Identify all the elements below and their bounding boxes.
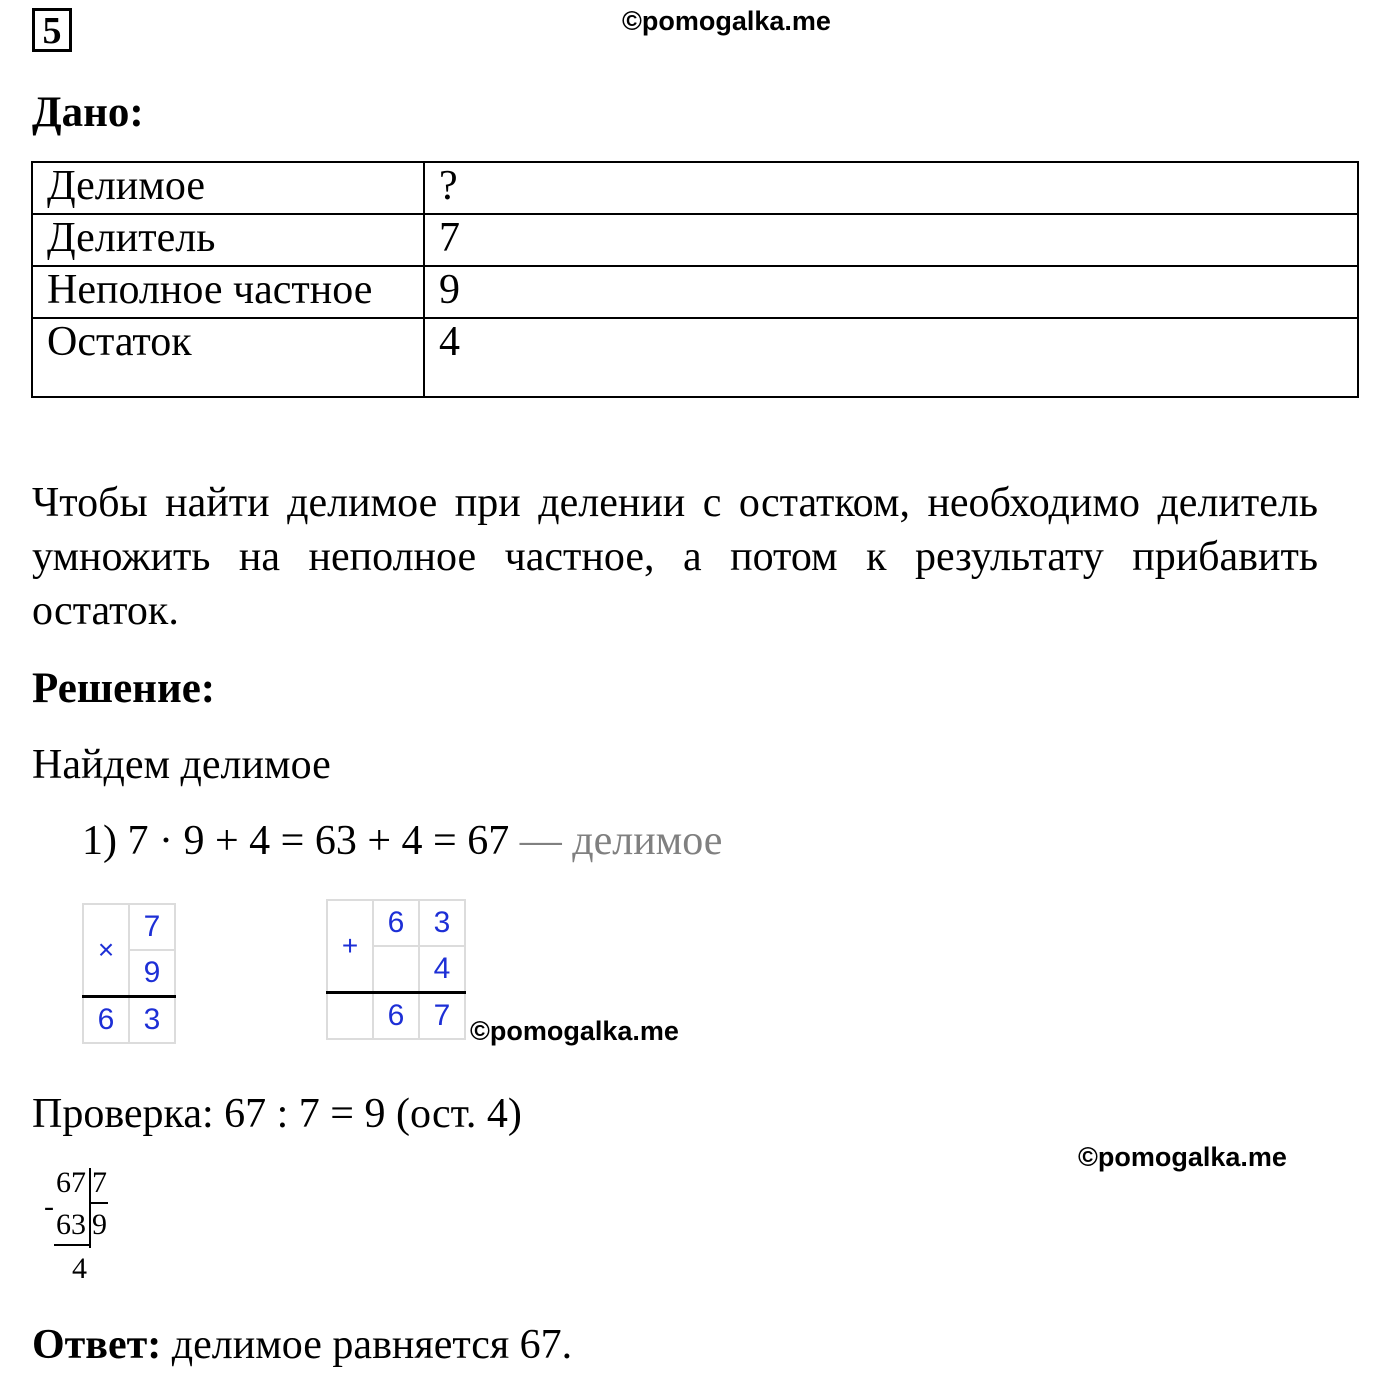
rule-paragraph: Чтобы найти делимое при делении с остатком, необходимо делитель умножить на неполное частное, а потом к результату прибавить остаток. bbox=[32, 480, 1318, 634]
given-table bbox=[31, 161, 1359, 398]
table-row bbox=[32, 214, 1358, 266]
step-note: — делимое bbox=[519, 818, 723, 864]
grid-digit: 6 bbox=[83, 997, 129, 1044]
given-value: ? bbox=[424, 162, 1358, 214]
grid-digit bbox=[327, 993, 373, 1040]
task-number: 5 bbox=[32, 8, 72, 52]
long-division bbox=[42, 1166, 122, 1286]
ld-remainder: 4 bbox=[72, 1252, 87, 1285]
watermark-top: ©pomogalka.me bbox=[622, 6, 831, 36]
table-row bbox=[32, 162, 1358, 214]
ld-vertical-bar bbox=[89, 1168, 91, 1248]
grid-result-row bbox=[83, 997, 175, 1044]
answer-label: Ответ: bbox=[32, 1322, 162, 1368]
ld-divisor-line bbox=[90, 1202, 108, 1204]
ld-divisor: 7 bbox=[92, 1166, 107, 1199]
solution-step-1 bbox=[82, 814, 722, 868]
multiplication-grid bbox=[82, 903, 176, 1044]
grid-digit: 3 bbox=[129, 997, 175, 1044]
grid-result-row bbox=[327, 993, 465, 1040]
given-value: 9 bbox=[424, 266, 1358, 318]
given-value: 4 bbox=[424, 318, 1358, 397]
grid-digit: 9 bbox=[129, 950, 175, 997]
grid-digit: 6 bbox=[373, 993, 419, 1040]
grid-digit: 7 bbox=[129, 904, 175, 950]
given-label: Делимое bbox=[32, 162, 424, 214]
multiply-operator: × bbox=[83, 904, 129, 997]
grid-digit: 6 bbox=[373, 900, 419, 946]
answer-text: делимое равняется 67. bbox=[161, 1322, 573, 1368]
grid-digit: 3 bbox=[419, 900, 465, 946]
answer-line bbox=[32, 1318, 572, 1372]
grid-digit bbox=[373, 946, 419, 993]
ld-dividend: 67 bbox=[56, 1166, 86, 1199]
grid-row bbox=[327, 900, 465, 946]
step-expression: 1) 7 · 9 + 4 = 63 + 4 = 67 bbox=[82, 818, 510, 864]
solution-heading: Решение: bbox=[32, 665, 216, 712]
ld-quotient: 9 bbox=[92, 1208, 107, 1241]
grid-digit: 4 bbox=[419, 946, 465, 993]
table-row bbox=[32, 318, 1358, 397]
solution-intro: Найдем делимое bbox=[32, 742, 331, 788]
ld-minus-sign: - bbox=[44, 1190, 54, 1223]
addition-grid bbox=[326, 899, 466, 1040]
check-line: Проверка: 67 : 7 = 9 (ост. 4) bbox=[32, 1091, 522, 1137]
given-value: 7 bbox=[424, 214, 1358, 266]
given-label: Неполное частное bbox=[32, 266, 424, 318]
grid-row bbox=[83, 904, 175, 950]
watermark-right: ©pomogalka.me bbox=[1078, 1142, 1287, 1172]
given-label: Делитель bbox=[32, 214, 424, 266]
given-label: Остаток bbox=[32, 318, 424, 397]
table-row bbox=[32, 266, 1358, 318]
plus-operator: + bbox=[327, 900, 373, 993]
ld-subtract-line bbox=[54, 1244, 90, 1246]
grid-digit: 7 bbox=[419, 993, 465, 1040]
given-heading: Дано: bbox=[32, 89, 144, 136]
ld-subtrahend: 63 bbox=[56, 1208, 86, 1241]
watermark-middle: ©pomogalka.me bbox=[470, 1016, 679, 1046]
